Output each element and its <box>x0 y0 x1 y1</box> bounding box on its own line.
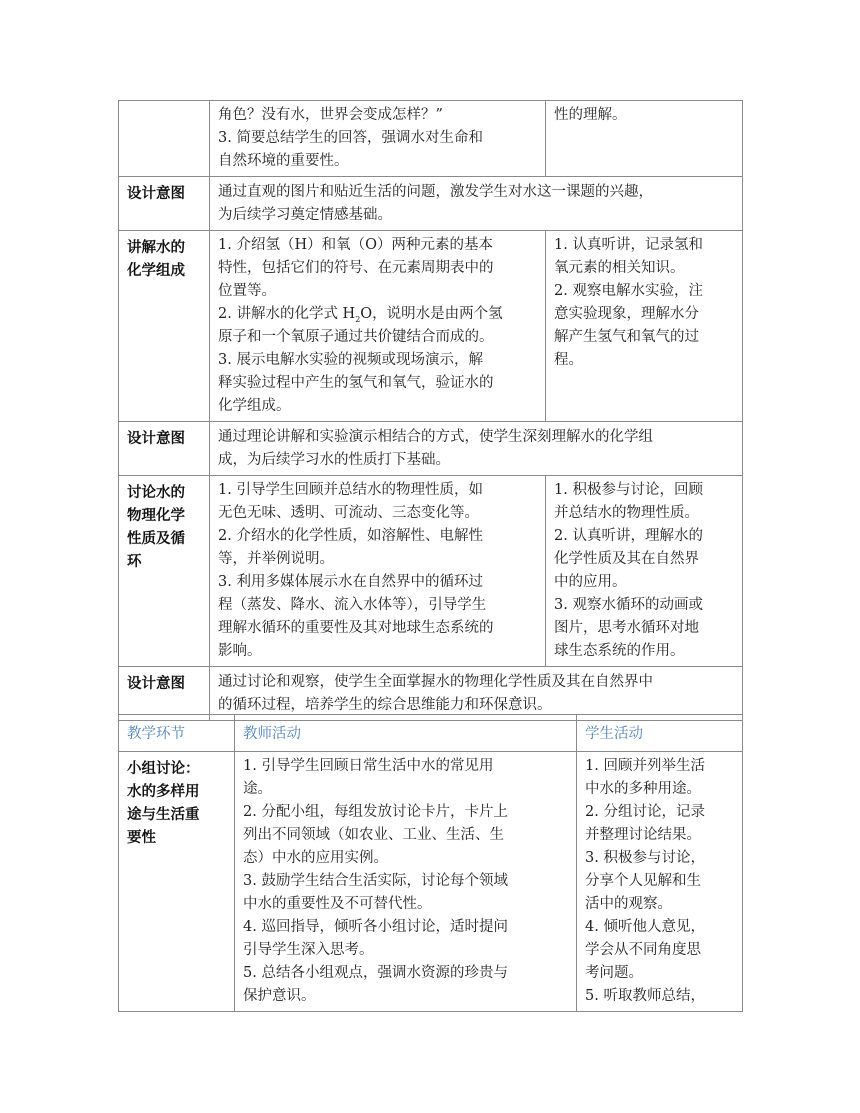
header-teacher-activity: 教师活动 <box>235 715 577 752</box>
text-line: 性质及循 <box>127 531 185 547</box>
text-line: 2. 分组讨论，记录 <box>585 804 705 820</box>
text-line: 4. 巡回指导，倾听各小组讨论，适时提问 <box>243 919 508 935</box>
student-activity-cell <box>546 476 743 667</box>
text-line: 物理化学 <box>127 508 185 524</box>
text-line: 2. 分配小组，每组发放讨论卡片，卡片上 <box>243 804 508 820</box>
text-line: 化学性质及其在自然界 <box>554 551 699 567</box>
student-activity-cell <box>546 101 743 177</box>
text-line: 位置等。 <box>218 283 276 299</box>
header-teaching-stage: 教学环节 <box>119 715 235 752</box>
table-row-design-intent <box>119 667 743 721</box>
stage-label-properties <box>119 476 210 667</box>
table-row-design-intent <box>119 422 743 476</box>
text-line: 分享个人见解和生 <box>585 873 701 889</box>
table-row-continued <box>119 101 743 177</box>
text-line: 3. 利用多媒体展示水在自然界中的循环过 <box>218 574 483 590</box>
lesson-plan-table-2 <box>118 714 743 1012</box>
text-line: 1. 积极参与讨论，回顾 <box>554 482 703 498</box>
teacher-activity-part1 <box>218 234 537 303</box>
text-line: 化学组成 <box>127 263 185 279</box>
text-line: 1. 回顾并列举生活 <box>585 758 705 774</box>
text-line: 学会从不同角度思 <box>585 942 701 958</box>
text-line: 通过讨论和观察，使学生全面掌握水的物理化学性质及其在自然界中 <box>218 674 653 690</box>
text-line: 性的理解。 <box>554 107 627 123</box>
text-line: 中水的多种用途。 <box>585 781 701 797</box>
table-row-group-discussion <box>119 752 743 1012</box>
text-line: 特性，包括它们的符号、在元素周期表中的 <box>218 260 494 276</box>
text-line: 氧元素的相关知识。 <box>554 260 685 276</box>
text-line: 并总结水的物理性质。 <box>554 505 699 521</box>
text-line: 引导学生深入思考。 <box>243 942 374 958</box>
teacher-activity-cell <box>210 231 546 422</box>
text-line: 5. 总结各小组观点，强调水资源的珍贵与 <box>243 965 508 981</box>
text-line: 3. 鼓励学生结合生活实际，讨论每个领域 <box>243 873 508 889</box>
text-line: 3. 观察水循环的动画或 <box>554 597 703 613</box>
text-line: 释实验过程中产生的氢气和氧气，验证水的 <box>218 375 494 391</box>
text-line: 小组讨论： <box>127 761 200 777</box>
table-row-water-composition <box>119 231 743 422</box>
design-intent-text <box>210 667 743 721</box>
text-line: 保护意识。 <box>243 988 316 1004</box>
stage-cell-empty <box>119 101 210 177</box>
text-line: 2. 介绍水的化学性质，如溶解性、电解性 <box>218 528 483 544</box>
stage-label-group-discussion <box>119 752 235 1012</box>
text-line: 中的应用。 <box>554 574 627 590</box>
text-line: 图片，思考水循环对地 <box>554 620 699 636</box>
teacher-activity-cell <box>210 101 546 177</box>
text-line: 原子和一个氧原子通过共价键结合而成的。 <box>218 329 494 345</box>
text-line: 的循环过程，培养学生的综合思维能力和环保意识。 <box>218 697 552 713</box>
text-line: 程（蒸发、降水、流入水体等），引导学生 <box>218 597 487 613</box>
text-line: 角色？没有水，世界会变成怎样？” <box>218 107 443 123</box>
text-line: 1. 引导学生回顾并总结水的物理性质，如 <box>218 482 483 498</box>
text-line: 无色无味、透明、可流动、三态变化等。 <box>218 505 479 521</box>
lesson-plan-table-1 <box>118 100 743 721</box>
text-line: 解产生氢气和氧气的过 <box>554 329 699 345</box>
design-intent-label: 设计意图 <box>119 177 210 231</box>
text-line: 态）中水的应用实例。 <box>243 850 388 866</box>
text-line: 水的多样用 <box>127 784 200 800</box>
text-line: 中水的重要性及不可替代性。 <box>243 896 432 912</box>
text-line: 3. 简要总结学生的回答，强调水对生命和 <box>218 130 483 146</box>
text-line: 环 <box>127 554 142 570</box>
text-line: 影响。 <box>218 643 262 659</box>
text-line: 通过直观的图片和贴近生活的问题，激发学生对水这一课题的兴趣， <box>218 184 653 200</box>
stage-label-composition <box>119 231 210 422</box>
formula-line: 2. 讲解水的化学式 $H_2O$，说明水是由两个氢 <box>218 306 503 324</box>
text-line: 2. 认真听讲，理解水的 <box>554 528 703 544</box>
teacher-activity-part2 <box>218 326 537 418</box>
text-line: 1. 认真听讲，记录氢和 <box>554 237 703 253</box>
student-activity-cell <box>546 231 743 422</box>
text-line: 为后续学习奠定情感基础。 <box>218 207 392 223</box>
text-line: 自然环境的重要性。 <box>218 153 349 169</box>
text-line: 等，并举例说明。 <box>218 551 334 567</box>
text-line: 1. 介绍氢（H）和氧（O）两种元素的基本 <box>218 237 493 253</box>
text-line: 成，为后续学习水的性质打下基础。 <box>218 452 450 468</box>
text-line: 3. 积极参与讨论， <box>585 850 705 866</box>
table-row-design-intent <box>119 177 743 231</box>
text-line: 途与生活重 <box>127 807 200 823</box>
teacher-activity-cell <box>235 752 577 1012</box>
student-activity-cell <box>577 752 743 1012</box>
text-line: 活中的观察。 <box>585 896 672 912</box>
text-line: 理解水循环的重要性及其对地球生态系统的 <box>218 620 494 636</box>
text-line: 意实验现象，理解水分 <box>554 306 699 322</box>
text-line: 1. 引导学生回顾日常生活中水的常见用 <box>243 758 494 774</box>
text-line: 3. 展示电解水实验的视频或现场演示，解 <box>218 352 483 368</box>
design-intent-text <box>210 422 743 476</box>
text-line: 化学组成。 <box>218 398 291 414</box>
text-line: 要性 <box>127 830 156 846</box>
text-line: 通过理论讲解和实验演示相结合的方式，使学生深刻理解水的化学组 <box>218 429 653 445</box>
design-intent-label: 设计意图 <box>119 667 210 721</box>
text-line: 考问题。 <box>585 965 643 981</box>
table-header-row <box>119 715 743 752</box>
text-line: 5. 听取教师总结， <box>585 988 705 1004</box>
design-intent-label: 设计意图 <box>119 422 210 476</box>
text-line: 球生态系统的作用。 <box>554 643 685 659</box>
text-line: 程。 <box>554 352 583 368</box>
text-line: 列出不同领域（如农业、工业、生活、生 <box>243 827 504 843</box>
teacher-activity-cell <box>210 476 546 667</box>
header-student-activity: 学生活动 <box>577 715 743 752</box>
table-row-water-properties <box>119 476 743 667</box>
text-line: 讲解水的 <box>127 240 185 256</box>
text-line: 讨论水的 <box>127 485 185 501</box>
text-line: 2. 观察电解水实验，注 <box>554 283 703 299</box>
text-line: 并整理讨论结果。 <box>585 827 701 843</box>
design-intent-text <box>210 177 743 231</box>
text-line: 4. 倾听他人意见， <box>585 919 705 935</box>
text-line: 途。 <box>243 781 272 797</box>
